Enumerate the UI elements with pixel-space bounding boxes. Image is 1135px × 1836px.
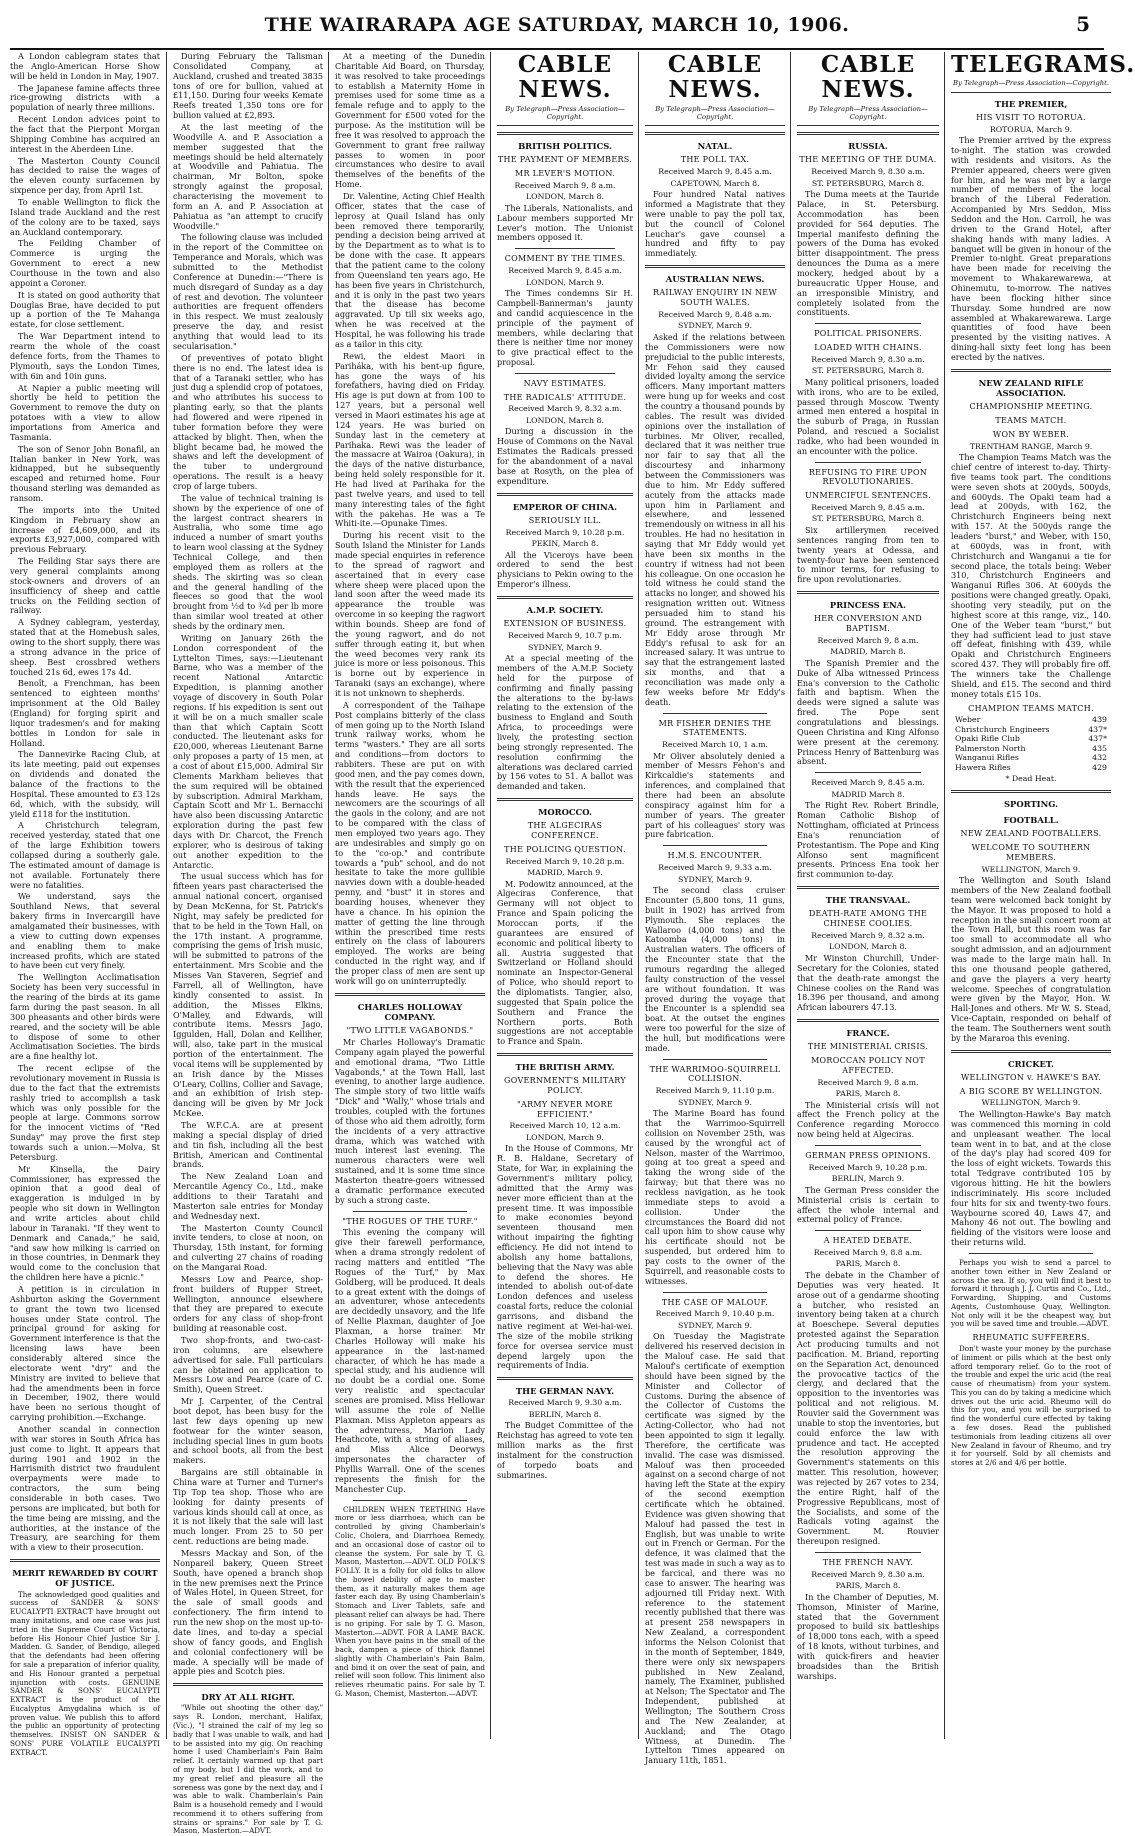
team-score: 437* xyxy=(1088,724,1107,734)
article-paragraph: The value of technical training is shown by the experience of one of the largest contract shearers in Australia, who some time ago induced a number of smart youths to learn wool classing at the Sydney Technical College, and then employed them as rollers at the sheds. The skirting was so clean and the general handling of the fleeces so good that the wool brought from ½d to ¾d per lb more than similar wool treated at other sheds by the ordinary men. xyxy=(173,492,323,631)
section-subheading: MR LEVER'S MOTION. xyxy=(514,169,615,179)
dateline: MADRID March 8. xyxy=(831,789,905,799)
section-subheading: A BIG SCORE BY WELLINGTON. xyxy=(959,1086,1103,1096)
section-subheading: THE PAYMENT OF MEMBERS. xyxy=(497,155,633,165)
score-row xyxy=(951,763,1111,773)
article-paragraph: Messrs Mackay and Son, of the Nonpareil bakery, Queen Street South, have opened a branch shop in the new premises next the Prince of Wales Hotel, in Queen Street, for the sale of small goods and confectionery. The firm intend to run the new shop on the most up-to-date lines, and to-day a special show of fancy goods, and English and colonial confectionery will be made. A specially will be made of apple pies and Scotch pies. xyxy=(173,1548,323,1677)
received-line: Received March 9, 10.28 p.m. xyxy=(808,1162,928,1172)
section-heading: NATAL. xyxy=(697,141,733,152)
article-paragraph: The recent eclipse of the revolutionary movement in Russia is due to the fact that the extremists rashly tried to accomplish a task which was only possible for the people at large. Commons sorrow for the innocent victims of "Red Sunday" may prove the first step towards such a union.—Molva, St Petersburg. xyxy=(10,1063,160,1162)
section-body: During a discussion in the House of Commons on the Naval Estimates the Radicals pressed for the abandonment of a naval base at Rosyth, on the plea of expenditure. xyxy=(497,426,633,486)
team-score: 435 xyxy=(1092,743,1107,753)
section-body: The Marine Board has found that the Warrimoo-Squirrell collision on November 25th, was caused by the wrongful act of Nelson, master of the Warrimoo, going at too great a speed and taking the wrong side of the fairway; but that there was no reckless navigation, as he took immediate steps to avoid a collision. Under the circumstances the Board did not call upon him to show cause why his certificate should not be suspended, but ordered him to pay costs to the owner of the Squirrell, and reasonable costs to witnesses. xyxy=(645,1108,785,1286)
dateline: LONDON, March 8. xyxy=(526,415,604,425)
section-subheading: THE FRENCH NAVY. xyxy=(822,1558,914,1568)
section-body: The Ministerial crisis will not affect the French policy at the Conference regarding Morocco now being held at Algeciras. xyxy=(797,1099,939,1140)
dateline: LONDON, March 8. xyxy=(829,942,907,952)
received-line: Received March 9, 10.28 p.m. xyxy=(505,856,625,866)
section-body: The Times condemns Sir H. Campbell-Bannerman's jaunty and candid acquiescence in the principle of the payment of members, while declaring that there is neither time nor money to give practical effect to the proposal. xyxy=(497,288,633,368)
article-paragraph: The son of Senor John Bonafil, an Italian banker in New York, was kidnapped, but he subsequently escaped and returned home. Four thousand sterling was demanded as ransom. xyxy=(10,443,160,503)
section-subheading: "ARMY NEVER MORE EFFICIENT." xyxy=(517,1099,613,1119)
divider xyxy=(815,1230,921,1231)
section-body: All the Viceroys have been ordered to send the best physicians to Pekin owing to the Emperor's illness. xyxy=(497,549,633,590)
divider xyxy=(515,373,615,374)
ad-body: "While out shooting the other day," says R. London, merchant, Halifax, (Vic.), "I strained the calf of my leg so badly that I was unable to walk, and had to be assisted into my gig. On reaching home I used Chamberlain's Pain Balm relief. It certainly warmed up that part of my body, but I did the work, and to my great relief and pleasure all the soreness was gone by the next day, and I was able to walk. Chamberlain's Pain Balm is a household remedy and I would recommend it to others suffering from strains or sprains." For sale by T. G. Mason, Masterton.—ADVT. xyxy=(173,1703,323,1836)
article-paragraph: Mr J. Carpenter, of the Central boot depot, has been busy for the last few days opening up new footwear for the winter season, including special lines in gum boots and school boots, all from the best makers. xyxy=(173,1396,323,1466)
section-subheading: NEW ZEALAND FOOTBALLERS. xyxy=(960,829,1102,839)
received-line: Received March 9, 8.8 a.m. xyxy=(813,1247,923,1257)
divider xyxy=(663,845,767,846)
article-paragraph: Benoît, a Frenchman, has been sentenced to eighteen months' imprisonment at the Old Bailey (England) for forging spirit and liquor tradesmen's and for making bottles in London for sale in Holland. xyxy=(10,678,160,748)
banner-title: CABLE NEWS. xyxy=(517,51,613,104)
section-heading: BRITISH POLITICS. xyxy=(518,141,612,152)
ad-heading: RHEUMATIC SUFFERERS. xyxy=(972,1333,1090,1343)
score-row xyxy=(951,715,1111,725)
scores-note: * Dead Heat. xyxy=(1005,774,1057,784)
section-subheading: THE POLICING QUESTION. xyxy=(504,844,626,854)
masthead-title: THE WAIRARAPA AGE SATURDAY, MARCH 10, 1906. xyxy=(264,14,850,36)
divider xyxy=(951,1050,1111,1053)
section-body: In the House of Commons, Mr R. B. Haldane, Secretary of State, for War, in explaining the Government's military policy, admitted that the Army was never more efficient than at the present time. It was impossible to make economies beyond seventeen thousand men without impairing the fighting efficiency. He did not intend to abolish any home battalions, believing that the Navy was able to defend the shores. He intended to abolish out-of-date London defences and useless coastal forts, reduce the colonial garrisons, and disband the native regiment at Wei-hai-wei. The size of the mobile striking force for oversea service must depend largely upon the requirements of India. xyxy=(497,1143,633,1371)
received-line: Received March 9, 8.45 a.m. xyxy=(811,502,925,512)
divider xyxy=(797,591,939,594)
dateline: ST. PETERSBURG, March 8. xyxy=(811,366,925,376)
divider xyxy=(815,462,921,463)
article-paragraph: At the last meeting of the Woodville A. and P. Association a member suggested that the meetings should be held alternately at Woodville and Pahiatua. The chairman, Mr Bolton, spoke strongly against the proposal, characterising the movement to form an A. and P. Association at Pahiatua as "an attempt to crucify Woodville." xyxy=(173,122,323,231)
section-subheading: THE MINISTERIAL CRISIS. xyxy=(807,1042,929,1052)
divider xyxy=(951,369,1111,372)
ad-subheading: "THE ROGUES OF THE TURF." xyxy=(342,1216,478,1226)
section-heading: THE BRITISH ARMY. xyxy=(515,1062,615,1073)
section-heading: THE TRANSVAAL. xyxy=(825,895,911,906)
section-body: The Duma meets at the Tauride Palace, in St. Petersburg. Accommodation has been provided for 564 deputies. The Imperial manifesto defining the powers of the Duma has evoked bitter disappointment. The press denounces the Duma as a mere mockery, hedged about by a bureaucratic Upper House, and an irresponsible Ministry, and completely isolated from the constituents. xyxy=(797,189,939,318)
team-name: Wanganui Rifles xyxy=(955,753,1019,763)
received-line: Received March 9, 11.10 p.m. xyxy=(655,1086,775,1096)
section-subheading: THE CASE OF MALOUF. xyxy=(661,1297,769,1307)
section-body: Asked if the relations between the Commissioners were now prejudicial to the public interests, Mr Fehon said they caused divided loyalty among the service officers. Many important matters were hung up for weeks and cost the country a thousand pounds by cables. The result was divided opinions over the installation of turbines. Mr Oliver, recalled, declared that it was neither true nor fair to say that all the discourtesy and inharmony between the Commissioners was due to him. Mr Eddy suffered acutely from the attacks made upon him in Parliament and elsewhere, and lessened tremendously on witness in all his troubles. He had no hesitation in saying that Mr Eddy would yet have been six months in the country if witness had not been his colleague. On one occasion he told witness he could stand the attacks no longer, and showed his resignation written out. Witness persuaded him to stand his ground. The estrangement with Mr Eddy arose through Mr Eddy's refusal to ask for an increased salary. It was untrue to say that the estrangement lasted six months, and that a reconciliation was made only a few weeks before Mr Eddy's death. xyxy=(645,331,785,707)
dateline: ST. PETERSBURG, March 8. xyxy=(811,514,925,524)
dateline: PARIS, March 8. xyxy=(835,1581,901,1591)
section-body: The Budget Committee of the Reichstag has agreed to vote ten million marks as the first instalment for the construction of torpedo boats and submarines. xyxy=(497,1420,633,1480)
team-name: Christchurch Engineers xyxy=(955,724,1050,734)
received-line: Received March 9, 10.7 p.m. xyxy=(508,631,622,641)
section-body: On Tuesday the Magistrate delivered his reserved decision in the Malouf case. He said that Malouf's certificate of exemption should have been signed by the Minister and Collector of Customs. During the absence of the Collector of Customs the certificate was signed by the Acting-Collector, who had not been appointed to sign it legally. Therefore, the certificate was invalid. The case was dismissed. Malouf was then proceeded against on a second charge of not having left the State at the expiry of the second exemption certificate which he obtained. Evidence was given showing that Malouf had passed the test in English, but was unable to write out in French or German. For the defence, it was claimed that the test was made in such a way as to be farcical, and there was no case to answer. The hearing was adjourned till Friday next. With reference to the statement recently published that there was at present 258 newspapers in New Zealand, a correspondent informs the Nelson Colonist that in the month of September, 1849, there were only six newspapers published in New Zealand, namely, The Examiner, published at Nelson; The Spectator and The Independent, published at Wellington; The Southern Cross and The New Zealander, at Auckland; and The Otago Witness, at Dunedin. The Lyttelton Times appeared on January 11th, 1851. xyxy=(645,1331,785,1766)
ad-heading: MERIT REWARDED BY COURT OF JUSTICE. xyxy=(12,1568,158,1589)
section-subheading: NAVY ESTIMATES. xyxy=(523,378,607,388)
article-paragraph: A petition is in circulation in Ashburton asking the Government to grant the town two licensed houses under State control. The principal ground for asking for Government interference is that the licensing laws have been considerably altered since the electorate went "dry" and the Ministry are invited to believe that had the amendments been in force in December, 1902, there would have been no serious thought of carrying prohibition.—Exchange. xyxy=(10,1283,160,1423)
dateline: BERLIN, March 8. xyxy=(528,1409,602,1419)
section-body: Six artillerymen received sentences ranging from ten to twenty years at Odessa, and twenty-four have been sentenced to minor terms, for refusing to fire upon revolutionaries. xyxy=(797,524,939,585)
received-line: Received March 9, 9.30 a.m. xyxy=(508,1398,622,1408)
dateline: TRENTHAM RANGE, March 9. xyxy=(969,441,1093,451)
article-paragraph: The War Department intend to rearm the whole of the coast defence forts, from the Thames to Plymouth, says the London Times, with 6in and 10in guns. xyxy=(10,331,160,381)
article-paragraph: At a meeting of the Dunedin Charitable Aid Board, on Thursday, it was resolved to take proceedings to establish a Maternity Home in premises used for some time as a female refuge and to apply to the Government for £500 voted for the purpose. As the institution will be free it was resolved to approach the Government to grant free railway passes to women in poor circumstances who desire to avail themselves of the benefits of the Home. xyxy=(335,51,485,190)
article-paragraph: Of preventives of potato blight there is no end. The latest idea is that of a Taranaki settler, who has just dug a splendid crop of potatoes, and who attributes his success to planting early, so that the plants had flowered and were ripened in tuber formation before they were attacked by blight. Then, when the blight became bad, he mowed the shaws and left the development of the tuber to underground operations. The result is a heavy crop of large tubers. xyxy=(173,352,323,491)
divider xyxy=(663,1059,767,1060)
section-body: The Champion Teams Match was the chief centre of interest to-day. Thirty-five teams took part. The conditions were seven shots at 200yds, 500yds, and 600yds. The Opaki team had a lead at 200yds, with 162, the Christchurch Engineers being next with 157. At the 500yds range the leaders "burst," and Weber, with 150, at 600yds, was in front, with Christchurch and Wanganui a tie for second place, the totals being: Weber 310, Christchurch Engineers and Wanganui Rifles 306. At 600yds the positions were changed greatly. Opaki, shooting very steadily, put on the highest score at this range, viz., 140. One of the Weber team "burst," but they had sufficient lead to just stave off defeat, finishing with 439, while Opaki and Christchurch Engineers scored 437. They will probably fire off. The winners take the Challenge Shield, and £15. The second and third money totals £15 10s. xyxy=(951,452,1111,699)
received-line: Received March 9, 8 a.m. xyxy=(817,1077,919,1087)
divider xyxy=(663,1292,767,1293)
divider xyxy=(497,1377,633,1380)
team-score: 437* xyxy=(1088,734,1107,744)
divider xyxy=(663,713,767,714)
divider xyxy=(645,132,785,135)
column-2 xyxy=(166,51,329,1836)
section-body: At a special meeting of the members of the A.M.P. Society held for the purpose of confirming and finally passing the alterations to the by-laws relating to the extension of the business to England and South Africa, to proceedings were lively, the protesting section being strongly represented. The resolution confirming the alterations was declared carried by 156 votes to 51. A ballot was demanded and taken. xyxy=(497,653,633,792)
received-line: Received March 9, 8.45 a.m. xyxy=(508,266,622,276)
section-subheading: RAILWAY ENQUIRY IN NEW SOUTH WALES. xyxy=(653,288,777,308)
received-line: Received March 9, 8.32 a.m. xyxy=(508,404,622,414)
section-subheading: HIS VISIT TO ROTORUA. xyxy=(976,112,1086,122)
article-paragraph: The Japanese famine affects three rice-growing districts with a population of nearly three millions. xyxy=(10,82,160,113)
article-paragraph: Bargains are still obtainable in China ware at Turner and Turner's Tip Top tea shop. Those who are looking for dainty presents of various kinds should call at once, as it is not likely that the sale will last much longer. From 25 to 50 per cent. reductions are being made. xyxy=(173,1467,323,1547)
section-subheading: MOROCCAN POLICY NOT AFFECTED. xyxy=(811,1056,925,1075)
column-4-cable-news xyxy=(490,52,639,1739)
article-paragraph: The Dannevirke Racing Club, at its late meeting, paid out expenses on dividends and donated the balance of the fractions to the Hospital. These amounted to £3 12s 6d, which, with the subsidy, will yield £118 for the institution. xyxy=(10,749,160,819)
ad-body: Don't waste your money by the purchase of liniment or pills which at the best only afford temporary relief. Go to the root of the trouble and expel the uric acid (the real cause of rheumatism) from your system. This you can do by taking a medicine which drives out the uric acid. Rheumo will do this for you, and you will be surprised to find the wonderful cure effected by taking a few doses. Read the published testimonials from leading citizens all over New Zealand in favour of Rheumo, and try it for yourself. Sold by all chemists and stores at 2/6 and 4/6 per bottle. xyxy=(951,1343,1111,1468)
section-subheading: COMMENT BY THE TIMES. xyxy=(504,254,626,264)
dateline: LONDON, March 9. xyxy=(526,1132,604,1142)
dateline: MADRID, March 9. xyxy=(527,868,603,878)
divider xyxy=(645,265,785,268)
article-paragraph: At Napier a public meeting will shortly be held to petition the Government to remove the duty on potatoes with a view to allow importations from America and Tasmania. xyxy=(10,382,160,442)
section-subheading: WELCOME TO SOUTHERN MEMBERS. xyxy=(971,843,1091,862)
section-subheading: POLITICAL PRISONERS. xyxy=(814,329,922,339)
article-paragraph: Writing on January 26th the London correspondent of the Lyttelton Times, says:—Lieutenant Barne, who was a member of the recent National Antarctic Expedition, is planning another voyage of discovery in South Polar regions. If his expedition is sent out it will be on a much smaller scale than that which Captain Scott conducted. The lieutenant asks for £20,000, whereas Lieutenant Barne only proposes a party of 15 men, at a cost of about £15,000. Admiral Sir Clements Markham believes that the sum required will be obtained by subscription. Admiral Markham, Captain Scott and Mr L. Bernacchi have also been discussing Antarctic exploration during the past few days with Dr. Charcot, the French explorer, who is desirous of taking out another expedition to the Antarctic. xyxy=(173,632,323,870)
section-body: Many political prisoners, loaded with irons, who are to be exiled, passed through Moscow. Twenty armed men entered a hospital in the suburb of Praga, in Russian Poland, and rescued a Socialist radke, who had been wounded in an encounter with the police. xyxy=(797,376,939,456)
section-body: The Wellington-Hawke's Bay match was commenced this morning in cold and unpleasant weather. The local team went in to bat, and at the close of the day's play had scored 409 for the loss of eight wickets. Towards this total Tedgrave contributed 105 by vigorous hitting. He hit the bowlers indiscriminately. His score included four hits for six and twenty-two fours. Waybourne scored 40, Laws 47, and Mahony 46 not out. The bowling and fielding of the visitors were loose and their returns wild. xyxy=(951,1108,1111,1248)
article-paragraph: The Masterton County Council has decided to raise the wages of the eleven county surfacemen by sixpence per day, from April 1st. xyxy=(10,155,160,196)
section-subheading: UNMERCIFUL SENTENCES. xyxy=(805,491,931,501)
article-paragraph: The Wellington Acclimatisation Society has been very successful in the rearing of the birds at its game farm during the past season. In all 300 pheasants and other birds were reared, and the society will be able to dispose of some to other Acclimatisation Societies. The birds are a fine healthy lot. xyxy=(10,972,160,1062)
divider xyxy=(353,1500,467,1501)
dateline: PEKIN, March 8. xyxy=(531,539,599,549)
divider xyxy=(815,772,921,773)
press-credit: By Telegraph—Press Association—Copyright. xyxy=(645,105,785,127)
divider xyxy=(797,886,939,889)
dateline: SYDNEY, March 9. xyxy=(677,1097,753,1107)
section-heading: FOOTBALL. xyxy=(1003,815,1059,826)
article-paragraph: Messrs Low and Pearce, shop-front builders of Rupper Street, Wellington, announce elsewhere that they are prepared to execute orders for any class of shop-front building at reasonable cost. xyxy=(173,1273,323,1334)
section-subheading: SERIOUSLY ILL. xyxy=(528,515,602,525)
section-subheading: THE ALGECIRAS CONFERENCE. xyxy=(527,821,603,841)
dateline: SYDNEY, March 9. xyxy=(677,1320,753,1330)
dateline: LONDON, March 9. xyxy=(526,277,604,287)
section-subheading: THE RADICALS' ATTITUDE. xyxy=(503,392,627,402)
article-paragraph: During February the Talisman Consolidated Company, at Auckland, crushed and treated 3835 tons of ore for bullion, valued at £11,150. During four weeks Kemate Reefs treated 1,350 tons ore for bullion valued at £2,893. xyxy=(173,51,323,121)
masthead xyxy=(10,8,1104,50)
divider xyxy=(497,132,633,135)
divider xyxy=(173,1683,323,1686)
section-subheading: EXTENSION OF BUSINESS. xyxy=(503,619,627,629)
dateline: WELLINGTON, March 9. xyxy=(981,1098,1081,1108)
section-body: The German Press consider the Ministerial crisis is certain to affect the whole internal and external policy of France. xyxy=(797,1184,939,1225)
dateline: CAPETOWN, March 8. xyxy=(670,178,760,188)
section-heading: PRINCESS ENA. xyxy=(829,600,907,611)
section-subheading: GOVERNMENT'S MILITARY POLICY. xyxy=(504,1076,626,1096)
banner-title: TELEGRAMS. xyxy=(951,51,1135,78)
divider xyxy=(815,1552,921,1553)
column-5-cable-news xyxy=(638,51,791,1766)
divider xyxy=(335,993,485,996)
section-heading: EMPEROR OF CHINA. xyxy=(512,501,618,512)
section-heading: RUSSIA. xyxy=(848,141,888,152)
ad-heading: CHARLES HOLLOWAY COMPANY. xyxy=(357,1001,463,1023)
section-subheading: LOADED WITH CHAINS. xyxy=(814,343,922,353)
dateline: SYDNEY, March 9. xyxy=(677,874,753,884)
team-name: Weber xyxy=(955,715,981,725)
team-score: 429 xyxy=(1092,762,1107,772)
section-body: The Spanish Premier and the Duke of Alba witnessed Princess Ena's conversion to the Catholic faith and baptism. When the deeds were signed a salute was fired. The Pope sent congratulations and blessings. Queen Christina and King Alfonso were present at the ceremony. Princess Henry of Battenburg was absent. xyxy=(797,657,939,767)
received-line: Received March 10, 1 a.m. xyxy=(662,740,768,750)
column-6-cable-news xyxy=(790,52,945,1739)
divider xyxy=(10,1559,160,1562)
ad-subheading: "TWO LITTLE VAGABONDS." xyxy=(346,1026,474,1036)
column-1 xyxy=(10,51,166,1757)
received-line: Received March 9, 8 a.m. xyxy=(817,635,919,645)
section-subheading: DEATH-RATE AMONG THE CHINESE COOLIES. xyxy=(808,909,928,929)
section-subheading: H.M.S. ENCOUNTER. xyxy=(667,851,763,861)
divider xyxy=(797,1019,939,1022)
section-body: The Premier arrived by the express to-night. The station was crowded with residents and visitors. As the Premier appeared, cheers were given for him, and he was met by a large number of members of the local branch of the Liberal Federation. Accompanied by Mrs Seddon, Miss Seddon and the Hon. Carroll, he was driven to the Grand Hotel, after shaking hands with many ladies. A banquet will be given in honour of the Premier to-night. Great preparations have been made for receiving the movement to Whakarewarewa, at Ohinemutu, to-morrow. The natives have been flocking hither since Thursday. Some hundred are now assembled at Whakarewarewa. Large quantities of food have been presented by the visiting natives. A dining-hall sixty feet long has been erected by the natives. xyxy=(951,135,1111,362)
section-heading: A.M.P. SOCIETY. xyxy=(526,605,604,616)
article-paragraph: Rewi, the eldest Maori in Pariháka, with his bent-up figure, has gone the ways of his forefathers, having died on Friday. His age is put down at from 100 to 127 years, but a personal well versed in Maori estimates his age at 124 years. He was buried on Sunday last in the cemetery at Parihaka. Rewi was the leader of the massacre at Wairoa (Oakura), in the days of the native disturbance, being held solely responsible for it. He had lived at Parihaka for the past twelve years, and used to tell many interesting tales of the fight with the pakehas. He was a Te Whiti-ite.—Opunake Times. xyxy=(335,350,485,529)
dateline: PARIS, March 8. xyxy=(835,1259,901,1269)
article-paragraph: Recent London advices point to the fact that the Pierpont Morgan Shipping Combine has acquired an interest in the Aberdeen Line. xyxy=(10,114,160,154)
article-paragraph: During his recent visit to the South Island the Minister for Lands made special enquiries in reference to the spread of ragwort and ascertained that in every case where sheep were placed upon the land soon after the weed made its appearance the trouble was overcome in so keeping the ragwort within bounds. Sheep are fond of the young ragwort, and do not suffer through eating it, but when the weed becomes very rank its juice is more or less poisonous. This is borne out by experience in Taranaki (says an exchange), where it is not unknown to shepherds. xyxy=(335,530,485,698)
section-subheading: HER CONVERSION AND BAPTISM. xyxy=(813,614,923,634)
score-row xyxy=(951,744,1111,754)
divider xyxy=(515,248,615,249)
received-line: Received March 10, 12 a.m. xyxy=(509,1121,621,1131)
section-subheading: WON BY WEBER. xyxy=(992,429,1070,439)
section-subheading: A HEATED DEBATE. xyxy=(823,1236,913,1246)
section-heading: NEW ZEALAND RIFLE ASSOCIATION. xyxy=(978,377,1084,399)
section-heading: THE GERMAN NAVY. xyxy=(515,1386,615,1397)
article-paragraph: The Masterton County Council invite tenders, to close at noon, on Thursday, 15th instant, for forming and culverting 27 chains of roading on the Mangarai Road. xyxy=(173,1222,323,1272)
divider xyxy=(969,1253,1093,1254)
received-line: Received March 9, 10.28 p.m. xyxy=(505,527,625,537)
divider xyxy=(497,493,633,496)
section-heading: THE PREMIER, xyxy=(994,98,1068,109)
banner-title: CABLE NEWS. xyxy=(820,51,916,104)
ad-heading: DRY AT ALL RIGHT. xyxy=(201,1692,295,1703)
ad-body: The acknowledged good qualities and success of SANDER & SONS' EUCALYPTI EXTRACT have brought out many imitations, and one case was just tried in the Supreme Court of Victoria, before His Honour Chief Justice Sir J. Madden. G. Sander, of Bendigo, alleged that the defendants had been offering for sale a preparation of inferior quality, and His Honour granted a perpetual injunction with costs. GENUINE SANDER & SONS' EUCALYPTI EXTRACT is the product of the Eucalyptus Amygdalina which is of proven value. We publish this to afford the public an opportunity of protecting themselves. INSIST ON SANDER & SONS' PURE VOLATILE EUCALYPTI EXTRACT. xyxy=(10,1589,160,1757)
section-body: The Liberals, Nationalists, and Labour members supported Mr Lever's motion. The Unionist members opposed it. xyxy=(497,202,633,243)
article-paragraph: The usual success which has for fifteen years past characterised the annual national concert, organised by Dean McKenna, for St. Patrick's Night, may safely be predicted for that to be held in the Town Hall, on the 17th instant. A programme, comprising the gems of Irish music, will be submitted to patrons of the entertainment. Mrs Scobie and the Misses Van Staveren, Segrief and Farrell, all of Wellington, have kindly consented to assist. In addition, the Misses Elkins, O'Malley, and Edwards, will contribute items. Messrs Jago, Iggulden, Hall, Dolan and Kelliher, will, also, take part in the musical portion of the entertainment. The vocal items will be supplemented by an Irish dance by the Misses O'Leary, Collins, Collier and Savage, and an exhibition of Irish step-dancing will be given by Mr Jock McKee. xyxy=(173,871,323,1119)
team-name: Opaki Rifle Club xyxy=(955,734,1020,744)
received-line: Received March 9, 8.45 a.m. xyxy=(811,778,925,788)
dateline: WELLINGTON, March 9. xyxy=(981,864,1081,874)
section-heading: FRANCE. xyxy=(846,1028,890,1039)
small-ads: CHILDREN WHEN TEETHING Have more or less diarrhoea, which can be controlled by giving Chamberlain's Colic, Cholera, and Diarrhoea Remedy, and an occasional dose of castor oil to cleanse the system. For sale by T. G. Mason, Masterton.—ADVT. OLD FOLK'S FOLLY. It is a folly for old folks to allow the bowel debility of age to master them, as it naturally makes them age faster each day. By using Chamberlain's Stomach and Liver Tablets, safe and pleasant relief can always be had. There is no griping. For sale by T. G. Mason, Masterton.—ADVT. FOR A LAME BACK. When you have pains in the small of the back, dampen a piece of thick flannel slightly with Chamberlain's Pain Balm, and bind it on over the seat of pain, and relief will soon follow. This liniment also relieves rheumatic pains. For sale by T. G. Mason, Chemist, Masterton.—ADVT. xyxy=(335,1504,485,1698)
section-subheading: THE MEETING OF THE DUMA. xyxy=(799,155,937,165)
score-row xyxy=(951,725,1111,735)
section-subheading: TEAMS MATCH. xyxy=(995,416,1067,426)
scores-heading: CHAMPION TEAMS MATCH. xyxy=(968,703,1094,713)
received-line: Received March 9, 9.33 a.m. xyxy=(658,863,772,873)
received-line: Received March 9, 8.30 a.m. xyxy=(811,354,925,364)
banner-title: CABLE NEWS. xyxy=(667,51,763,104)
dateline: SYDNEY, March 9. xyxy=(527,642,603,652)
section-body: Mr Winston Churchill, Under-Secretary for the Colonies, stated that the death-rate amongst the Chinese coolies on the Rand was 18.396 per thousand, and among African labourers 47.13. xyxy=(797,952,939,1013)
team-name: Hawera Rifles xyxy=(955,762,1011,772)
section-heading: SPORTING. xyxy=(1003,798,1059,809)
article-paragraph: Two shop-fronts, and two-cast-iron columns, are elsewhere advertised for sale. Full particulars can be obtained on application to Messrs Low and Pearce (care of C. Smith), Queen Street. xyxy=(173,1335,323,1395)
article-paragraph: The following clause was included in the report of the Committee on Temperance and Morals, which was submitted to the Methodist Conference at Dunedin:—"There is much disregard of Sunday as a day of rest and devotion. The volunteer authorities are frequent offenders in this respect. We must zealously preserve the day, and resist anything that would lead to its secularisation." xyxy=(173,232,323,351)
article-paragraph: The Feilding Chamber of Commerce is urging the Government to erect a new Courthouse in the town and also appoint a Coroner. xyxy=(10,238,160,288)
ad-paragraph: Mr Charles Holloway's Dramatic Company again played the powerful and emotional drama, "Two Little Vagabonds," at the Town Hall, last evening, to another large audience. The simple story of two little waifs "Dick" and "Wally," whose trials and troubles, coupled with the fortunes of those who aid them adroitly, form the incidents of a very attractive drama, which was watched with much interest last evening. The numerous characters were well sustained, and it is some time since Masterton theatre-goers witnessed a dramatic performance executed by such a strong caste. xyxy=(335,1037,485,1205)
ad-paragraph: This evening the company will give their farewell performance, when a drama strongly redolent of racing matters and entitled "The Rogues of the Turf," by Max Goldberg, will be produced. It deals to a great extent with the doings of an adventurer, whose antecedents are decidedly unsavory, and the life of Nellie Plaxman, daughter of Joe Plaxman, a horse trainer. Mr Charles Holloway will make his appearance in the last-named character, of which he has made a special study, and his audience will no doubt be a cordial one. Some very realistic and spectacular scenes are promised. Miss Hellowar will assume the role of Nellie Plaxman. Miss Appleton appears as the adventuress, Marion Lady Heathcote, with a string of aliases, and Miss Alice Deorwys impersonates the character of Phyllis Warrall. One of the scenes represents the finish for the Manchester Cup. xyxy=(335,1227,485,1494)
section-body: The second class cruiser Encounter (5,800 tons, 11 guns, built in 1902) has arrived from Plymouth. She replaces the Wallaroo (4,000 tons) and the Katoomba (4,000 tons) in Australian waters. The officers of the Encounter state that the rumours regarding the alleged faulty construction of the vessel are without foundation. It was proved during the voyage that the Encounter is a splendid sea boat. At the outset the engines were too powerful for the size of the hull, but modifications were made. xyxy=(645,885,785,1053)
team-score: 439 xyxy=(1092,715,1107,725)
article-paragraph: A Sydney cablegram, yesterday, stated that at the Homebush sales, owing to the short supply, there was a strong advance in the price of sheep. Best crossbred wethers touched 21s 6d, ewes 17s 4d. xyxy=(10,617,160,677)
section-body: M. Podowitz announced, at the Algeciras Conference, that Germany will not object to France and Spain policing the Moroccan ports, if the guarantees are ensured of economic and political liberty to all. Austria suggested that Switzerland or Holland should nominate an Inspector-General of Police, who should report to the diplomatists. Tangier, also, suggested that Spain police the Southern and France the Northern ports. Both suggestions are not acceptable to France and Spain. xyxy=(497,878,633,1047)
dateline: ROTORUA, March 9. xyxy=(989,124,1073,134)
section-body: The Right Rev. Robert Brindle, Roman Catholic Bishop of Nottingham, officiated at Princess Ena's renunciation of Protestantism. The Pope and King Alfonso sent magnificent presents. Princess Ena took her first communion to-day. xyxy=(797,800,939,880)
divider xyxy=(497,798,633,801)
section-subheading: THE WARRIMOO-SQUIRRELL COLLISION. xyxy=(649,1064,781,1084)
article-paragraph: To enable Wellington to flick the Island trade Auckland and the rest of the colony are to be taxed, says an Auckland contemporary. xyxy=(10,197,160,237)
received-line: Received March 9, 8.30 a.m. xyxy=(811,1569,925,1579)
team-name: Palmerston North xyxy=(955,743,1026,753)
column-7-telegrams xyxy=(944,51,1135,1739)
divider xyxy=(353,1211,467,1212)
article-paragraph: We understand, says the Southland News, that several bakery firms in Invercargill have amalgamated their businesses, with a view to cutting down expenses and enabling them to make increased profits, which are stated to have been cut very finely. xyxy=(10,891,160,971)
divider xyxy=(815,1145,921,1146)
section-body: The debate in the Chamber of Deputies was very heated. It arose out of a gendarme shooting a butcher, who resisted an inventory being taken at a church at Boeschepe. Several deputies protested against the Separation Act producing tumults and not pacification. M. Briand, reporting on the Separation Act, denounced the provocative tactics of the clergy, and declared that the opposition to the inventories was political and not religious. M. Rouvier said the Government was unable to stop the inventories, but could enforce the law with prudence and tact. He accepted the resolution approving the Government's statements on this matter. This resolution, however, was rejected by 267 votes to 234, the entire Right, half of the Progressive Republicans, most of the Socialists, and some of the Radicals voting against the Government. M. Rouvier thereupon resigned. xyxy=(797,1269,939,1547)
dateline: SYDNEY, March 9. xyxy=(677,321,753,331)
article-paragraph: Dr. Valentine, Acting Chief Health Officer, states that the case of leprosy at Quail Island has only been removed there temporarily, pending a decision being arrived at by the Department as to what is to be done with the case. It appears that the patient came to the colony from Queensland ten years ago. He has been five years in Christchurch, and it is only in the past two years that the disease has become aggravated. Up till six weeks ago, when he was received at the Hospital, he was following his trade as a tailor in this city. xyxy=(335,191,485,349)
section-body: The Wellington and South Island members of the New Zealand football team were welcomed back tonight by the Mayor. It was proposed to hold a reception in the small concert room at the Town Hall, but this room was far too small to accommodate all who sought admission, and an adjournment was made to the large main hall. In this one thousand people gathered, and gave the players a very hearty welcome. Speeches of congratulation were given by the Mayor, Hon. W. Hall-Jones and others. Mr W. S. Stead, Vice-Captain, responded on behalf of the team. The Southerners went south by the Mararoa this evening. xyxy=(951,875,1111,1043)
section-body: Mr Oliver absolutely denied a member of Messrs Fehon's and Kirkcaldie's statements and inferences, and complained that there had been an absolute conspiracy against him for a number of years. The greater part of his colleagues' story was pure fabrication. xyxy=(645,750,785,840)
article-paragraph: It is stated on good authority that Douglas Brae, have decided to put up a portion of the Te Mahanga estate, for close settlement. xyxy=(10,289,160,330)
article-paragraph: Another scandal in connection with war stores in South Africa has just come to light. It appears that during 1901 and 1902 in the Harrismith district two fraudulent overpayments were made to contractors, the sum being considerable in both cases. Two persons are implicated, but both for the time being are missing, and the authorities, at the instance of the Treasury, are searching for them with a view to their prosecution. xyxy=(10,1424,160,1553)
section-subheading: WELLINGTON v. HAWKE'S BAY. xyxy=(961,1072,1101,1082)
section-body: In the Chamber of Deputies, M. Thomson, Minister of Marine, stated that the Government proposed to build six battleships of 18,000 tons each, with a speed of 18 knots, without turbines, and with quick-firers and heavier broadsides than the British warships. xyxy=(797,1591,939,1681)
divider xyxy=(815,323,921,324)
received-line: Received March 9, 8 a.m. xyxy=(514,180,616,190)
team-score: 432 xyxy=(1092,753,1107,763)
page-number: 5 xyxy=(1076,12,1090,36)
column-3 xyxy=(328,52,491,1739)
press-credit: By Telegraph—Press Association—Copyright. xyxy=(797,105,939,127)
dateline: PARIS, March 8. xyxy=(835,1089,901,1099)
article-paragraph: The New Zealand Loan and Mercantile Agency Co., Ltd., make additions to their Taratahi and Masterton sale entries for Monday and Wednesday next. xyxy=(173,1171,323,1221)
received-line: Received March 9, 8.30 a.m. xyxy=(811,167,925,177)
section-heading: CRICKET. xyxy=(1008,1058,1054,1069)
dateline: LONDON, March 8. xyxy=(526,192,604,202)
ad-body: Perhaps you wish to send a parcel to another town either in New Zealand or across the sea. If so, you will find it best to forward it through J. J. Curtis and Co., Ltd., Forwarding, Shipping, and Customs Agents, Customhouse Quay, Wellington. Not only will it be the cheapest way, but you will be saved time and trouble.—ADVT. xyxy=(951,1257,1111,1329)
dateline: ST. PETERSBURG, March 8. xyxy=(811,178,925,188)
columns xyxy=(10,51,1135,1836)
dateline: MADRID, March 8. xyxy=(830,647,906,657)
article-paragraph: A correspondent of the Taihape Post complains bitterly of the class of men going up to the North Island trunk railway works, whom he terms "wasters." They are all sorts and conditions—from doctors to rabbiters. These are put on with good men, and the pay comes down, with the result that the experienced hands leave. He says the newcomers are the scourings of all the gaols in the colony, and are not to be compared with the class of men employed two years ago. They are undesirables and simply go on to the "co-op." and contribute towards a "pub" school, and do not hesitate to take the more gullible navvies down with a double-headed penny, and "bust" it in stores and boarding houses, whenever they have a chance. In his opinion the matter of getting the line through within the prescribed time rests entirely on the class of labourers employed. The works are being conducted in the right way, and if the proper class of men are sent up work will go on uninterruptedly. xyxy=(335,699,485,986)
score-row xyxy=(951,753,1111,763)
article-paragraph: Mr Kinsella, the Dairy Commissioner, has expressed the opinion that a good deal of exaggeration is indulged in by people who sit down in Wellington and write articles about child labour in Taranaki. "If they went to Denmark and Canada," he said, "and saw how milking is carried on in those countries, in Denmark they would come to the conclusion that the children here have a picnic." xyxy=(10,1163,160,1283)
score-row xyxy=(951,734,1111,744)
section-subheading: CHAMPIONSHIP MEETING. xyxy=(969,402,1093,412)
divider xyxy=(797,132,939,135)
dateline: BERLIN, March 9. xyxy=(831,1174,905,1184)
article-paragraph: The W.F.C.A. are at present making a special display of dried and tin fish, including all the best British, American and Continental brands. xyxy=(173,1119,323,1170)
section-subheading: MR FISHER DENIES THE STATEMENTS. xyxy=(658,718,772,738)
section-heading: AUSTRALIAN NEWS. xyxy=(665,274,765,285)
divider xyxy=(497,596,633,599)
article-paragraph: The imports into the United Kingdom in February show an increase of £4,609,000, and its exports £3,927,000, compared with previous February. xyxy=(10,504,160,555)
received-line: Received March 9, 10.40 p.m. xyxy=(655,1309,775,1319)
received-line: Received March 9, 8.48 a.m. xyxy=(658,309,772,319)
received-line: Received March 9, 8.32 a.m. xyxy=(811,930,925,940)
article-paragraph: A Christchurch telegram, received yesterday, stated that one of the large Exhibition towers collapsed during a southerly gale. The estimated amount of damage is not available. Fortunately there were no fatalities. xyxy=(10,820,160,890)
section-heading: MOROCCO. xyxy=(538,807,592,818)
received-line: Received March 9, 8.45 a.m. xyxy=(658,167,772,177)
divider xyxy=(951,790,1111,793)
article-paragraph: A London cablegram states that the Anglo-American Horse Show will be held in London in May, 1907. xyxy=(10,51,160,81)
article-paragraph: The Feilding Star says there are very general complaints among stock-owners and drovers of an insufficiency of sheep and cattle trucks on the Feilding section of railway. xyxy=(10,556,160,616)
divider xyxy=(497,1053,633,1056)
section-body: Four hundred Natal natives informed a Magistrate that they were unable to pay the poll tax, but the council of Colonel Leuchar's gave counsel a hundred and fifty to pay immediately. xyxy=(645,189,785,259)
press-credit: By Telegraph—Press Association—Copyright. xyxy=(497,105,633,127)
section-subheading: GERMAN PRESS OPINIONS. xyxy=(805,1151,931,1161)
section-subheading: REFUSING TO FIRE UPON REVOLUTIONARIES. xyxy=(808,467,928,487)
section-subheading: THE POLL TAX. xyxy=(680,155,750,165)
press-credit: By Telegraph—Press Association—Copyright. xyxy=(951,79,1111,92)
